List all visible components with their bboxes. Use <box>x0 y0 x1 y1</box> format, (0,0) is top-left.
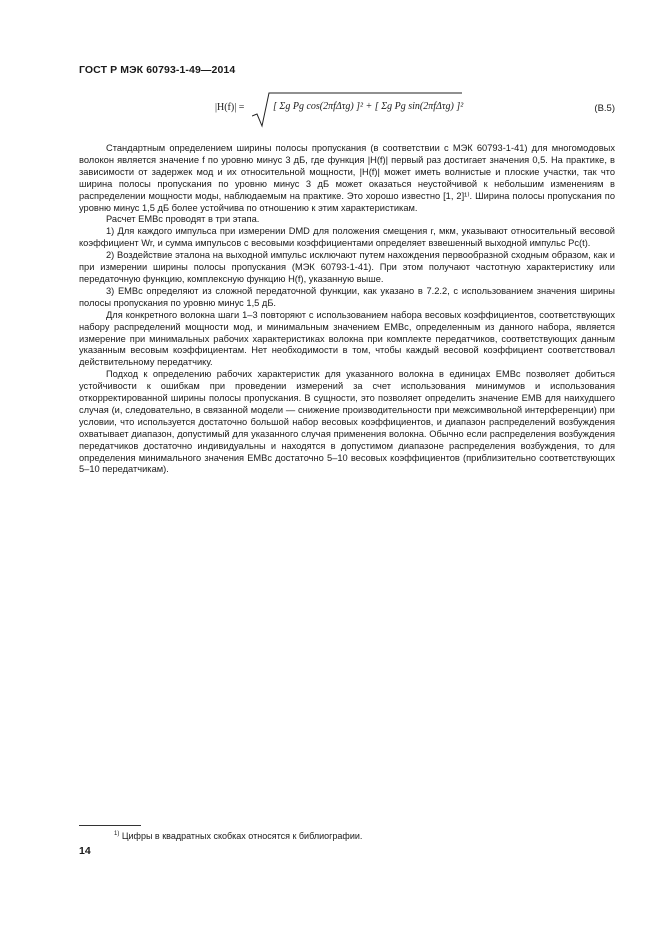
footnote-text: Цифры в квадратных скобках относятся к библиографии. <box>121 831 363 841</box>
footnote-divider <box>79 825 141 826</box>
document-header: ГОСТ Р МЭК 60793-1-49—2014 <box>79 64 236 76</box>
equation-lhs: |H(f)| = <box>215 102 245 113</box>
equation-expression: [ Σg Pg cos(2πfΔτg) ]² + [ Σg Pg sin(2πfΔτg) ]² <box>273 101 464 112</box>
paragraph: Для конкретного волокна шаги 1–3 повторяют с использованием набора весовых коэффициентов, соответствующих набору распределений мощности мод, и минимальным значением EMBc, определенным из данного набора, является измерение при минимальных рабочих характеристиках волокна при комплекте передатчиков, соответствующих данным указанным весовым коэффициентам. Нет необходимости в том, чтобы каждый весовой коэффициент соответствовал действительному передатчику. <box>79 309 615 368</box>
paragraph: 2) Воздействие эталона на выходной импульс исключают путем нахождения первообразной сходным образом, как и при измерении ширины полосы пропускания (МЭК 60793-1-41). При этом получают частотную характеристику или передаточную функцию, комплексную функцию H(f), указанную выше. <box>79 250 615 284</box>
paragraph: 1) Для каждого импульса при измерении DMD для положения смещения r, мкм, указывают относительный весовой коэффициент Wr, и сумма импульсов с весовыми коэффициентами определяет взвешенный выходной импульс Pc(t). <box>79 226 615 249</box>
equation-number: (В.5) <box>594 103 615 114</box>
footnote-marker: 1) <box>114 831 120 837</box>
paragraph: Расчет EMBc проводят в три этапа. <box>106 214 260 225</box>
equation-b5 <box>215 92 615 128</box>
paragraph: Подход к определению рабочих характеристик для указанного волокна в единицах EMBc позволяет добиться устойчивости к ошибкам при проведении измерений за счет использования минимумов и использования откорректированной ширины полосы пропускания. В сущности, это позволяет определить значение EMB для наихудшего случая (и, следовательно, в связанной модели — снижение производительности при межсимвольной интерференции) при условии, что используется достаточно большой набор весовых коэффициентов, и диапазон распределений возбуждения охватывает диапазон, допустимый для указанного случая применения волокна. Обычно если распределения возбуждения передатчиков достаточно индивидуальны и находятся в допустимом диапазоне распределения возбуждения, то для определения минимального значения EMBc достаточно 5–10 весовых коэффициентов (приблизительно соответствующих 5–10 передатчикам). <box>79 369 615 475</box>
footnote <box>114 831 362 841</box>
page-number: 14 <box>79 845 91 857</box>
paragraph: Стандартным определением ширины полосы пропускания (в соответствии с МЭК 60793-1-41) для многомодовых волокон является значение f по уровню минус 3 дБ, где функция |H(f)| первый раз достигает значения 0,5. На практике, в зависимости от задержек мод и их относительной мощности, |H(f)| может иметь волнистые и плоские участки, так что ширина полосы пропускания по уровню минус 3 дБ может оказаться неустойчивой к небольшим изменениям в распределении мощности моды, наблюдаемым на практике. Это хорошо известно [1, 2]¹⁾. Ширина полосы пропускания по уровню минус 1,5 дБ более устойчива по отношению к этим характеристикам. <box>79 143 615 213</box>
paragraph: 3) EMBc определяют из сложной передаточной функции, как указано в 7.2.2, с использованием значения ширины полосы пропускания по уровню минус 1,5 дБ. <box>79 285 615 308</box>
body-text <box>79 143 615 476</box>
